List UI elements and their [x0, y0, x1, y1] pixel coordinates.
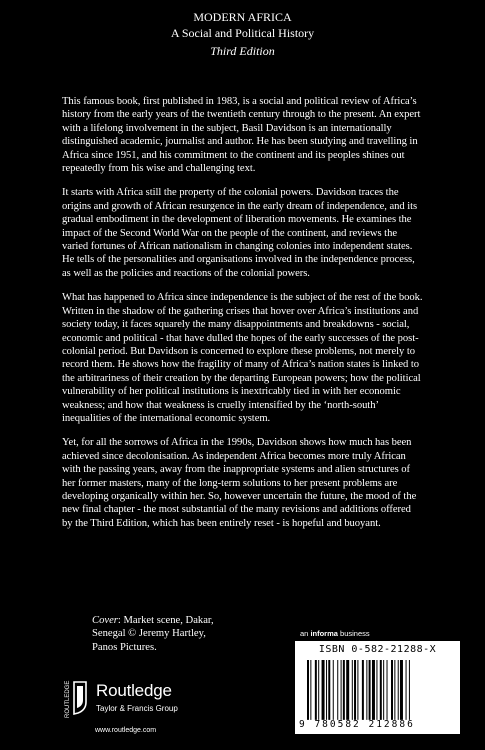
- informa-brand: informa: [310, 629, 338, 638]
- blurb: [62, 95, 424, 541]
- publisher-url: www.routledge.com: [95, 727, 157, 734]
- publisher-name: Routledge: [96, 681, 172, 700]
- routledge-mark-icon: [64, 680, 88, 718]
- barcode-bar: [400, 660, 403, 720]
- barcode-bar: [366, 660, 367, 720]
- barcode-bar: [369, 660, 371, 720]
- barcode-bar: [354, 660, 356, 720]
- barcode-bar: [352, 660, 353, 720]
- routledge-vertical-mark: ROUTLEDGE: [65, 680, 71, 718]
- barcode-bar: [346, 660, 349, 720]
- informa-tagline: [300, 629, 370, 638]
- barcode-bar: [315, 660, 317, 720]
- barcode-bar: [380, 660, 382, 720]
- informa-suffix: business: [337, 629, 370, 638]
- barcode-bar: [318, 660, 319, 720]
- barcode-bar: [398, 660, 399, 720]
- publisher-group: Taylor & Francis Group: [96, 704, 178, 713]
- barcode-bar: [387, 660, 388, 720]
- barcode-bar: [343, 660, 345, 720]
- barcode-bar: [406, 660, 407, 720]
- barcode-bar: [310, 660, 311, 720]
- cover-credit: [92, 614, 232, 654]
- barcode-bar: [307, 660, 309, 720]
- header: [0, 9, 485, 59]
- cover-label: Cover: [92, 615, 118, 626]
- book-title: MODERN AFRICA: [193, 10, 292, 24]
- barcode-bar: [383, 660, 384, 720]
- blurb-paragraph: Yet, for all the sorrows of Africa in the 1990s, Davidson shows how much has been achieved since decolonisation. As independent Africa becomes more truly African with the passing years, away from the inappropriate systems and alien structures of her former masters, many of the long-term solutions to her present problems are developing organically within her. So, however uncertain the future, the mood of the new final chapter - the most substantial of the many revisions and additions offered by the Third Edition, which has been entirely reset - is hopeful and buoyant.: [62, 437, 417, 529]
- barcode-bar: [326, 660, 327, 720]
- barcode-bar: [328, 660, 330, 720]
- informa-prefix: an: [300, 629, 311, 638]
- isbn-label: ISBN 0-582-21288-X: [318, 644, 437, 655]
- barcode-bar: [376, 660, 377, 720]
- barcode-bar: [362, 660, 364, 720]
- barcode-bar: [394, 660, 395, 720]
- book-edition: Third Edition: [210, 44, 275, 58]
- barcode-bar: [333, 660, 334, 720]
- barcode-bar: [409, 660, 410, 720]
- barcode-bar: [341, 660, 342, 720]
- blurb-paragraph: This famous book, first published in 1983, is a social and political review of Africa’s history from the early years of the twentieth century through to the present. An expert with a lifelong involvement in the subject, Basil Davidson is an internationally distinguished academic, journalist and author. He has been studying and travelling in Africa since 1951, and his commitment to the continent and its peoples shines out repeatedly from his wise and challenging text.: [62, 96, 421, 175]
- barcode: [307, 660, 452, 722]
- blurb-paragraph: It starts with Africa still the property of the colonial powers. Davidson traces the origins and growth of African resurgence in the early dream of independence, and its gradual embodiment in the development of liberation movements. He examines the impact of the Second World War on the people of the continent, and reviews the varied fortunes of African nationalism in changing colonies into independent states. He tells of the personalities and organisations involved in the independence process, as well as the policies and reactions of the colonial powers.: [62, 187, 418, 279]
- barcode-bar: [322, 660, 325, 720]
- book-subtitle: A Social and Political History: [170, 26, 315, 40]
- barcode-bar: [391, 660, 393, 720]
- barcode-bar: [357, 660, 358, 720]
- routledge-logo: [64, 680, 244, 720]
- barcode-digits: 9 780582 212886: [299, 719, 415, 730]
- cover-text: : Market scene, Dakar, Senegal © Jeremy Hartley, Panos Pictures.: [92, 615, 214, 653]
- isbn-barcode-box: [295, 641, 460, 734]
- blurb-paragraph: What has happened to Africa since independence is the subject of the rest of the book. Written in the shadow of the gathering crises that hover over Africa’s institutions and society today, it faces squarely the many disappointments and breakdowns - social, economic and political - that have dulled the hopes of the early successes of the post-colonial period. But Davidson is concerned to explore these problems, not merely to record them. He shows how the fragility of many of Africa’s nation states is linked to the arbitrariness of their creation by the departing European powers; how the political vulnerability of her political institutions is inextricably tied in with her economic weakness; and how that weakness is cruelly intensified by the ‘north-south’ inequalities of the international economic system.: [62, 292, 423, 424]
- barcode-bar: [372, 660, 375, 720]
- barcode-bar: [337, 660, 338, 720]
